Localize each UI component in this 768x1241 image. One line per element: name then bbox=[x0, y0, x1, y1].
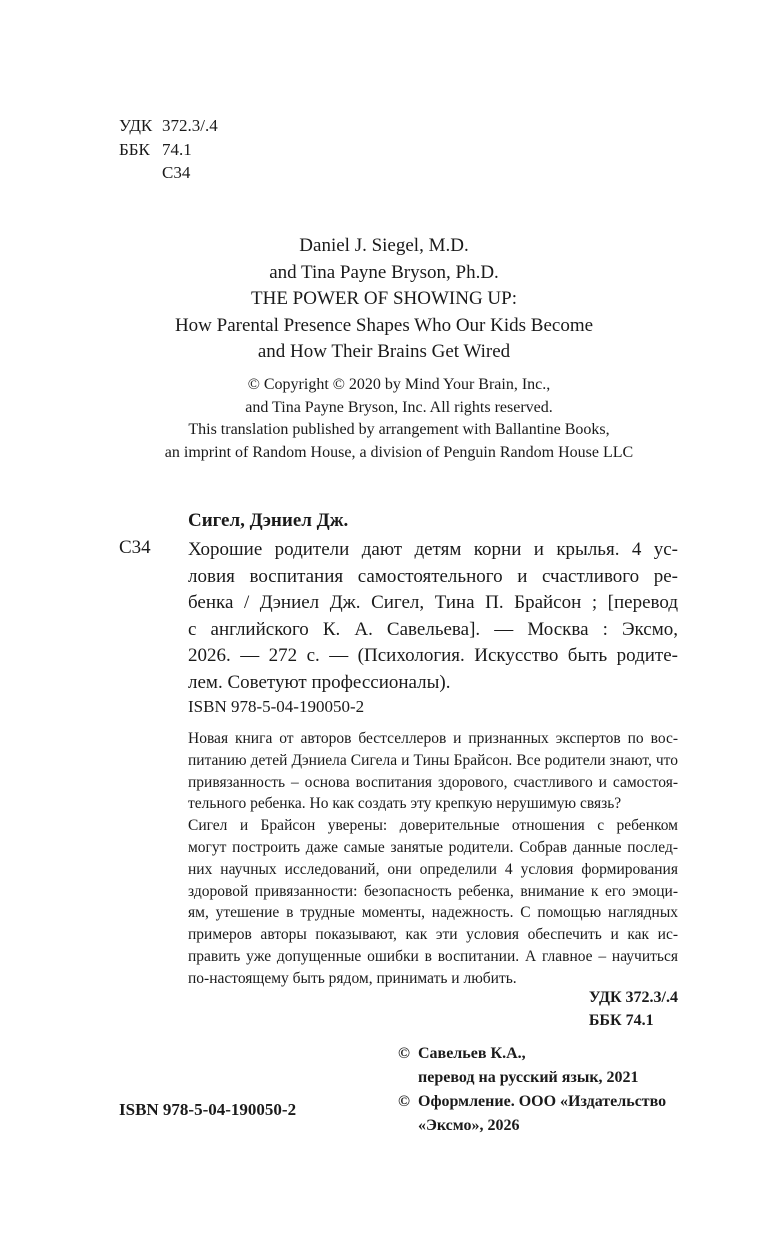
udk-value: 372.3/.4 bbox=[162, 116, 218, 135]
bbk-bottom: ББК 74.1 bbox=[588, 1012, 654, 1029]
isbn-bottom: ISBN 978-5-04-190050-2 bbox=[119, 1100, 297, 1119]
annotation-line: тельного ребенка. Но как создать эту крепкую нерушимую связь? bbox=[188, 795, 622, 813]
description-line: с английского К. А. Савельева]. — Москва : Эксмо, bbox=[188, 618, 678, 640]
catalog-author: Сигел, Дэниел Дж. bbox=[188, 510, 349, 531]
bbk-label: ББК bbox=[119, 139, 150, 159]
catalog-description bbox=[188, 537, 678, 696]
description-line: ловия воспитания самостоятельного и счастливого ре- bbox=[188, 565, 678, 587]
english-copyright-line: and Tina Payne Bryson, Inc. All rights reserved. bbox=[245, 398, 553, 416]
annotation-block bbox=[188, 728, 678, 990]
copyright-text: Савельев К.А., bbox=[418, 1045, 526, 1062]
english-copyright-line: an imprint of Random House, a division of Penguin Random House LLC bbox=[164, 443, 634, 461]
original-author-2: and Tina Payne Bryson, Ph.D. bbox=[269, 261, 499, 283]
copyright-text: Оформление. ООО «Издательство bbox=[418, 1093, 667, 1110]
english-copyright-line: This translation published by arrangement with Ballantine Books, bbox=[188, 421, 610, 438]
annotation-line: них научных исследований, они определили 4 условия формирования bbox=[188, 860, 678, 878]
copyright-text: перевод на русский язык, 2021 bbox=[418, 1069, 639, 1086]
copyright-icon: © bbox=[398, 1045, 410, 1062]
annotation-line: питанию детей Дэниела Сигела и Тины Брайсон. Все родители знают, что bbox=[188, 751, 678, 769]
english-copyright-line: © Copyright © 2020 by Mind Your Brain, Inc., bbox=[247, 376, 551, 393]
description-line: лем. Советуют профессионалы). bbox=[188, 671, 451, 693]
copyright-icon: © bbox=[398, 1093, 410, 1110]
catalog-isbn: ISBN 978-5-04-190050-2 bbox=[188, 697, 365, 716]
author-mark-value: С34 bbox=[162, 163, 191, 182]
annotation-line: по-настоящему быть рядом, принимать и любить. bbox=[188, 969, 517, 987]
annotation-line: привязанность – основа воспитания здорового, счастливого и самостоя- bbox=[188, 773, 678, 791]
annotation-line: ям, утешение в трудные моменты, надежность. С помощью наглядных bbox=[188, 904, 678, 922]
annotation-line: здоровой привязанности: безопасность ребенка, внимание к его эмоци- bbox=[188, 882, 678, 900]
udk-bottom: УДК 372.3/.4 bbox=[588, 989, 678, 1006]
annotation-line: править уже допущенные ошибки в воспитании. А главное – научиться bbox=[188, 947, 678, 965]
annotation-line: Сигел и Брайсон уверены: доверительные отношения с ребенком bbox=[188, 817, 678, 835]
copyright-text: «Эксмо», 2026 bbox=[418, 1117, 520, 1134]
annotation-line: могут построить даже самые занятые родители. Собрав данные послед- bbox=[188, 838, 678, 856]
description-line: Хорошие родители дают детям корни и крылья. 4 ус- bbox=[188, 539, 678, 560]
annotation-line: примеров авторы показывают, как эти условия обеспечить и как ис- bbox=[188, 926, 678, 944]
original-subtitle-1: How Parental Presence Shapes Who Our Kids Become bbox=[174, 314, 594, 336]
original-edition-block bbox=[0, 233, 768, 366]
original-title: THE POWER OF SHOWING UP: bbox=[251, 288, 517, 309]
original-subtitle-2: and How Their Brains Get Wired bbox=[257, 341, 511, 362]
udk-label: УДК bbox=[119, 116, 153, 135]
description-line: бенка / Дэниел Дж. Сигел, Тина П. Брайсон ; [перевод bbox=[188, 592, 678, 613]
udk-bottom-block bbox=[589, 986, 678, 1032]
bbk-value: 74.1 bbox=[162, 139, 192, 159]
english-copyright-block bbox=[0, 374, 768, 464]
description-line: 2026. — 272 с. — (Психология. Искусство быть родите- bbox=[188, 645, 678, 666]
catalog-code: С34 bbox=[119, 537, 151, 558]
annotation-line: Новая книга от авторов бестселлеров и признанных экспертов по вос- bbox=[188, 730, 678, 747]
original-author-1: Daniel J. Siegel, M.D. bbox=[299, 235, 469, 256]
